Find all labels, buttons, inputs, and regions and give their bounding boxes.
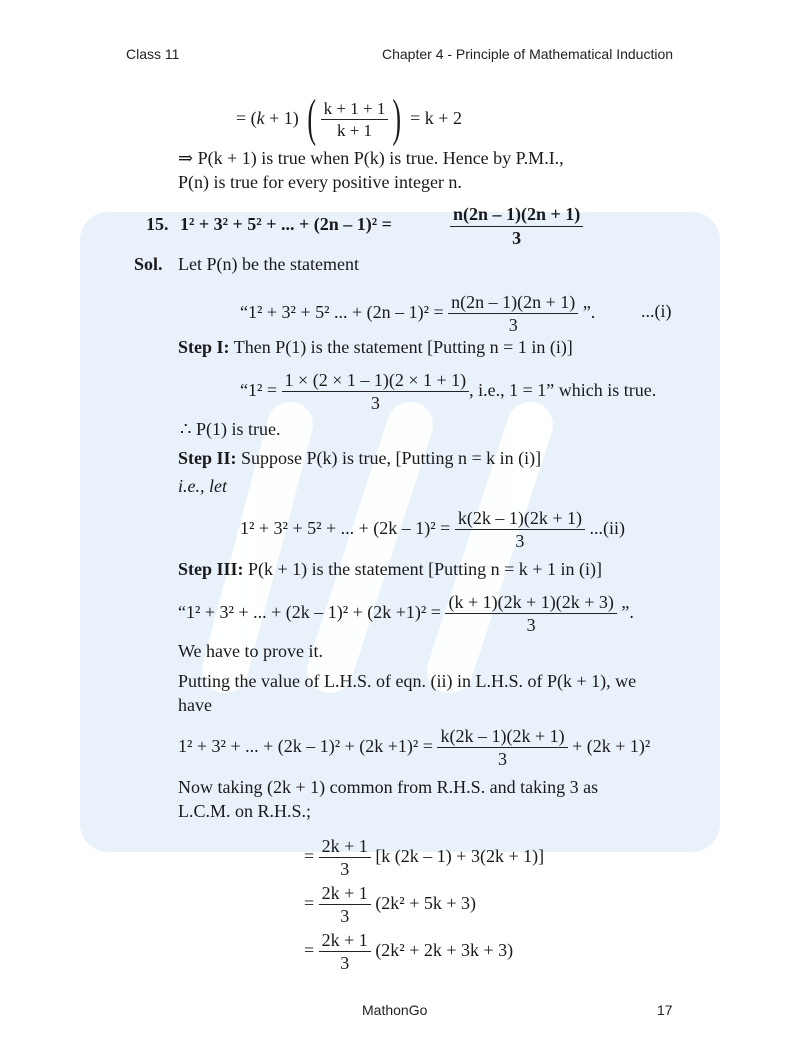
step2-equation — [240, 506, 625, 550]
substitution-equation — [178, 724, 650, 768]
derivation-line: = $\frac{2k + 1}{3}$ (2k² + 2k + 3k + 3) — [304, 929, 514, 974]
problem-rhs-num: n(2n – 1)(2n + 1) — [450, 203, 583, 227]
statement-den: 3 — [508, 315, 518, 336]
statement-lhs: “1² + 3² + 5² ... + (2n – 1)² = — [240, 302, 444, 322]
step1-eq-den: 3 — [370, 393, 380, 414]
step3-text: P(k + 1) is the statement [Putting n = k + 1 in (i)] — [248, 559, 602, 579]
conclusion-line-2: P(n) is true for every positive integer n. — [178, 172, 462, 192]
step1-text: Then P(1) is the statement [Putting n = 1 in (i)] — [233, 337, 573, 357]
step3-equation — [178, 590, 634, 634]
taking-line-2: L.C.M. on R.H.S.; — [178, 801, 312, 821]
derivation-rest: (2k² + 5k + 3) — [375, 893, 476, 913]
putting-line-2: have — [178, 695, 212, 715]
sub-eq-num: k(2k – 1)(2k + 1) — [437, 725, 567, 749]
step2-eq-tag: ...(ii) — [589, 518, 625, 538]
statement-num: n(2n – 1)(2n + 1) — [448, 291, 578, 315]
step3-label: Step III: — [178, 559, 244, 579]
continuation-result: = k + 2 — [410, 108, 462, 128]
step3-eq-den: 3 — [526, 615, 536, 636]
ie-let: i.e., let — [178, 476, 227, 496]
sub-eq-den: 3 — [498, 749, 508, 770]
step1-eq-rest: , i.e., 1 = 1” which is true. — [469, 380, 657, 400]
continuation-equation: = (k + 1) ( $\frac{k + 1 + 1}{k + 1}$ ) = k + 2 — [236, 90, 462, 148]
step2-eq-den: 3 — [515, 531, 525, 552]
step3-eq-lhs: “1² + 3² + ... + (2k – 1)² + (2k +1)² = — [178, 602, 441, 622]
step2-text: Suppose P(k) is true, [Putting n = k in (i)] — [241, 448, 542, 468]
statement-close: ”. — [582, 302, 596, 322]
step2-eq-lhs: 1² + 3² + 5² + ... + (2k – 1)² = — [240, 518, 451, 538]
therefore-line: ∴ P(1) is true. — [180, 419, 281, 439]
derivation-den: 3 — [340, 953, 350, 974]
conclusion-line-1: ⇒ P(k + 1) is true when P(k) is true. Hence by P.M.I., — [178, 148, 564, 168]
statement-equation — [240, 290, 595, 334]
problem-lhs: 1² + 3² + 5² + ... + (2n – 1)² = — [180, 214, 392, 234]
derivation-rest: [k (2k – 1) + 3(2k + 1)] — [375, 846, 545, 866]
putting-line-1: Putting the value of L.H.S. of eqn. (ii) in L.H.S. of P(k + 1), we — [178, 671, 637, 691]
derivation-num: 2k + 1 — [319, 882, 371, 906]
step1-label: Step I: — [178, 337, 230, 357]
step3-eq-close: ”. — [621, 602, 634, 622]
statement-tag: ...(i) — [641, 301, 672, 321]
step3-eq-num: (k + 1)(2k + 1)(2k + 3) — [445, 591, 616, 615]
footer-brand: MathonGo — [362, 1002, 428, 1018]
derivation-num: 2k + 1 — [319, 929, 371, 953]
derivation-line: = $\frac{2k + 1}{3}$ (2k² + 5k + 3) — [304, 882, 476, 927]
step1-eq-num: 1 × (2 × 1 – 1)(2 × 1 + 1) — [282, 369, 470, 393]
sub-eq-lhs: 1² + 3² + ... + (2k – 1)² + (2k +1)² = — [178, 736, 433, 756]
derivation-line: = $\frac{2k + 1}{3}$ [k (2k – 1) + 3(2k + 1)] — [304, 835, 545, 880]
derivation-rest: (2k² + 2k + 3k + 3) — [375, 940, 514, 960]
page-number: 17 — [657, 1002, 673, 1018]
header-class: Class 11 — [126, 46, 180, 62]
problem-number: 15. — [146, 214, 169, 234]
derivation-num: 2k + 1 — [319, 835, 371, 859]
step2-eq-num: k(2k – 1)(2k + 1) — [455, 507, 585, 531]
derivation-den: 3 — [340, 906, 350, 927]
step1-equation — [240, 368, 656, 412]
continuation-frac-den: k + 1 — [336, 121, 373, 141]
solution-label: Sol. — [134, 254, 163, 274]
step1-eq-lhs: “1² = — [240, 380, 278, 400]
step2-label: Step II: — [178, 448, 237, 468]
sub-eq-rest: + (2k + 1)² — [572, 736, 651, 756]
derivation-den: 3 — [340, 859, 350, 880]
prove-line: We have to prove it. — [178, 641, 324, 661]
problem-rhs-den: 3 — [512, 227, 522, 248]
header-chapter: Chapter 4 - Principle of Mathematical Induction — [382, 46, 674, 62]
taking-line-1: Now taking (2k + 1) common from R.H.S. and taking 3 as — [178, 777, 599, 797]
continuation-frac-num: k + 1 + 1 — [321, 98, 389, 120]
solution-intro: Let P(n) be the statement — [178, 254, 359, 274]
